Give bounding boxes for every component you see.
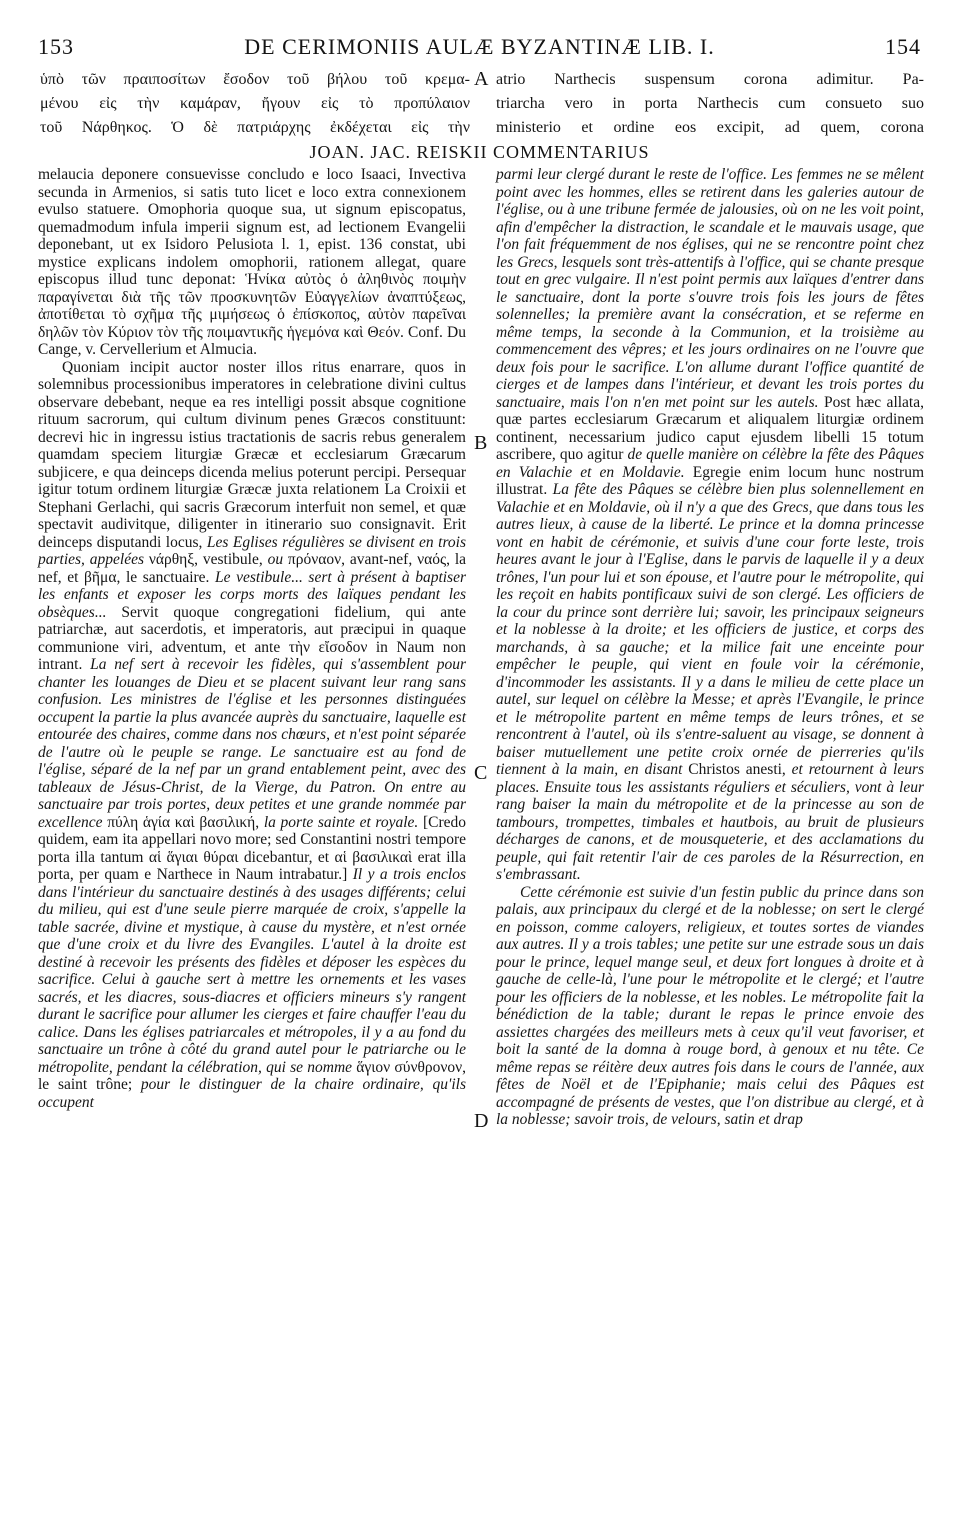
greek-run: ἅγιον σύνθρονον, — [356, 1058, 467, 1076]
latin-line: triarcha vero in porta Narthecis cum consueto suo — [496, 95, 924, 112]
greek-run: αἱ βασιλικαὶ — [334, 848, 413, 866]
text-run: le sanctuaire. — [125, 568, 210, 586]
paragraph — [38, 359, 466, 1112]
commentary-heading: JOAN. JAC. REISKII COMMENTARIUS — [309, 142, 650, 162]
text-run: Servit quoque congregationi fidelium, qui ante patriarchæ, aut sacerdotis, et imperatoris, aut præcipui in quaque communione viri, adventum, et ante — [38, 603, 467, 656]
text-run: in Naum non intrant. — [38, 638, 467, 673]
greek-line: μένου εἰς τὴν καμάραν, ἤγουν εἰς τὸ προπύλαιον — [40, 95, 470, 112]
latin-line: ministerio et ordine eos excipit, ad quem, corona — [496, 119, 924, 136]
greek-run: νάρθηξ, — [148, 551, 199, 568]
greek-run: τὴν εἴσοδον — [288, 638, 368, 656]
text-run: la nef, et — [38, 551, 467, 586]
running-title: DE CERIMONIIS AULÆ BYZANTINÆ LIB. I. — [244, 34, 715, 59]
section-letter-d: D — [474, 1110, 489, 1132]
paragraph — [496, 166, 924, 884]
greek-run: πύλη ἁγία καὶ βασιλική, — [107, 813, 260, 831]
text-run: melaucia deponere consuevisse concludo e loco Isaaci, Invectiva secunda in Armenios, si satis tuto licet e loco extra connexionem evulso statuere. Omophoria quoque sua, ut signum episcopatus, quemadmodum infula imperii signum est, ad lectionem Evangelii deponebant, ut ex Isidoro Pelusiota l. 1, epist. 136 constat, ubi mystice explicans indolem omophorii, rationem allegat, quare episcopus illud tunc deponat: Ἡνίκα αὐτὸς ὁ ἀληθινὸς ποιμὴν παραγίνεται διὰ τῆς τῶν προσκυνητῶν Εὐαγγελίων ἀναπτύξεως, ἀποτίθεται τὸ σχῆμα τῆς μιμήσεως ὁ ἐπίσκοπος, αὐτὸν παρεῖναι δηλῶν τὸν Κύριον τὸν τῆς ποιμαντικῆς ἡγεμόνα καὶ Θεόν. Conf. Du Cange, v. Cervellerium et Almucia. — [38, 166, 466, 358]
greek-line: ὑπὸ τῶν πραιποσίτων ἔσοδον τοῦ βήλου τοῦ κρεμα- — [40, 71, 470, 88]
text-run: vestibule, — [202, 551, 263, 568]
text-run-italic: pour le distinguer de la chaire ordinaire, qu'ils occupent — [38, 1076, 467, 1111]
running-header — [38, 34, 921, 60]
page-number-left: 153 — [38, 34, 74, 59]
text-run: Egregie enim locum hunc nostrum illustrat. — [496, 463, 924, 498]
text-run: dicebantur, et — [243, 848, 330, 866]
text-run: avant-nef, — [349, 551, 413, 568]
section-letter-c: C — [474, 762, 488, 784]
text-run: erat illa porta, per quam e Narthece in Naum intrabatur.] — [38, 848, 466, 883]
text-run: Quoniam incipit auctor noster illos ritus enarrare, quos in solemnibus processionibus imperatores in celebratione divini cultus observare debebant, neque ea res intelligi possit absque cognitione rituum sacrorum, qui cultum divinum penes Græcos constituunt: decrevi hic in ingressu istius tractationis de sacris rebus generalem quamdam speciem liturgiæ Græcæ et ecclesiarum Græcarum subjicere, e qua deinceps dicenda melius poterunt percipi. Persequar igitur totum ordinem liturgiæ Græcæ juxta relationem La Croixii et Stephani Gerlachi, qui sacris Græcorum interfuit non semel, et quæ spectavit audivitque, diligenter in itinerario suo consignavit. Erit deinceps disputandi locus, — [38, 358, 466, 551]
greek-run: ναός, — [417, 551, 450, 568]
left-column — [38, 166, 466, 1111]
text-run-italic: et retournent à leurs places. Ensuite tous les assistants réguliers et séculiers, vont à leur rang baiser la main du métropolite et de la princesse au son de tambours, trompettes, timbales et hautbois, au bruit de plusieurs décharges de canons, et de mousqueterie, et des acclamations du peuple, qui fait retentir l'air de ces paroles de la Résurrection, en s'embrassant. — [496, 761, 925, 883]
section-letter-a: A — [474, 68, 489, 90]
right-column — [496, 166, 924, 1129]
text-run: le saint trône; — [38, 1076, 133, 1093]
text-run-italic: La nef sert à recevoir les fidèles, qui s'assemblent pour chanter les louanges de Dieu et se placent suivant leur rang sans confusion. Les ministres de l'église et les personnes distinguées occupent la partie la plus avancée auprès du sanctuaire, laquelle est entourée des chaires, comme dans nos chœurs, et n'est point séparée de l'autre où le peuple se range. Le sanctuaire est au fond de l'église, séparé de la nef par un grand entablement peint, avec des tableaux de Jésus-Christ, de la Vierge, du Patron. On entre au sanctuaire par trois portes, deux petites et une grande nommée par excellence — [38, 656, 466, 831]
text-run: Post hæc allata, quæ partes ecclesiarum Græcarum et aliqualem liturgiæ ordinem continent, necessarium judico caput ejusdem libelli 15 totum ascribere, quo agitur — [496, 393, 924, 463]
section-letter-b: B — [474, 432, 488, 454]
text-run-italic: Cette cérémonie est suivie d'un festin public du prince dans son palais, aux principaux du clergé et de la noblesse; on sert le clergé en poisson, comme caloyers, religieux, et toutes sortes de viandes aux autres. Il y a trois tables; une petite sur une estrade sous un dais pour le prince, lequel mange seul, et deux fort longues à droite et à gauche de celle-là, l'une pour le métropolite et le clergé; et l'autre pour les officiers de la noblesse, et les nobles. Le métropolite fait la bénédiction de la table; durant le repas le prince envoie des assiettes chargées des meilleurs mets à ceux qu'il veut favoriser, et boit la santé de la domna à rouge bord, à genoux et nu tête. Ce même repas se réitère deux autres fois dans le cours de l'année, aux fêtes de Noël et de l'Epiphanie; mais celui des Pâques est accompagné de présents de vestes, que l'on distribue au clergé, et à la noblesse; savoir trois, de velours, satin et drap — [496, 883, 924, 1128]
greek-text-top — [40, 68, 470, 140]
text-run-italic: parmi leur clergé durant le reste de l'office. Les femmes ne se mêlent point avec les hommes, elles se retirent dans les galeries autour de l'église, ou à une tribune fermée de jalousies, où on ne les voit point, afin d'empêcher la distraction, le scandale et le mauvais usage, que l'on fait fréquemment de nos églises, qui ne se rencontre point chez les Grecs, lesquels sont très-attentifs à l'office, qui se chante presque tout en grec vulgaire. Il n'est point permis aux laïques d'entrer dans le sanctuaire, dont la porte s'ouvre trois fois les jours de fêtes solennelles; la première avant la consécration, et se referme en même temps, la seconde à la Communion, et la troisième au commencement des vêpres; et les jours ordinaires on ne l'ouvre que deux fois pour le sacrifice. L'on allume durant l'office quantité de cierges et de lampes dans l'intérieur, et devant les trois portes du sanctuaire, mais l'on n'en met point sur les autels. — [496, 166, 924, 411]
greek-run: αἱ ἅγιαι θύραι — [148, 848, 239, 866]
text-run-italic: de quelle manière on célèbre la fête des Pâques en Valachie et en Moldavie. — [496, 446, 924, 481]
text-run-italic: la porte sainte et royale. — [263, 813, 419, 831]
greek-run: πρόναον, — [287, 551, 345, 568]
greek-line: τοῦ Νάρθηκος. Ὁ δὲ πατριάρχης ἐκδέχεται εἰς τὴν — [40, 119, 470, 136]
latin-text-top — [496, 68, 924, 140]
latin-line: atrio Narthecis suspensum corona adimitur. Pa- — [496, 71, 924, 88]
page-number-right: 154 — [885, 34, 921, 59]
text-run-italic: Il y a trois enclos dans l'intérieur du sanctuaire destinés à des usages différents; celui du milieu, qui est d'une seule pierre marquée de croix, s'appelle la table sacrée, divine et mystique, à cause du mystère, et n'est ornée que d'une croix et du livre des Evangiles. L'autel à la droite est destiné à recevoir les présents des fidèles et déposer les espèces du sacrifice. Celui à gauche sert à mettre les ornements et les vases sacrés, et les diacres, sous-diacres et officiers mineurs s'y rangent durant le sacrifice pour allumer les cierges et faire chauffer l'eau du calice. Dans les églises patriarcales et métropoles, il y a au fond du sanctuaire un trône à côté du grand autel pour le patriarche ou le métropolite, pendant la célébration, qui se nomme — [38, 866, 467, 1076]
text-run: [Credo quidem, eam ita appellari novo more; sed Constantini nostri tempore porta illa tantum — [38, 813, 467, 866]
text-run-italic: Le vestibule... sert à présent à baptiser les enfants et exposer les corps morts des laïques pendant les obsèques... — [38, 568, 466, 621]
paragraph — [38, 166, 466, 359]
text-run: Christos anesti, — [688, 761, 786, 778]
text-run-italic: La fête des Pâques se célèbre bien plus solennellement en Valachie et en Moldavie, où il n'y a que des Grecs, que dans tous les autres lieux, à cause de la liberté. Le prince et la domna princesse vont en habit de cérémonie, et suivis d'une cour forte leste, trois heures avant le jour à l'Eglise, dans le parvis de laquelle il y a deux trônes, l'un pour lui et son épouse, et l'autre pour le métropolite, qui les reçoit en habits pontificaux suivi de son clergé. Les officiers de la cour du prince sont derrière lui; savoir, les principaux seigneurs et la noblesse à la droite; et les officiers de justice, et corps des marchands, à sa gauche; et la milice fait une enceinte pour empêcher le peuple, qui vient en foule voir la cérémonie, d'incommoder les assistants. Il y a dans le milieu de cette place un autel, sur lequel on célèbre la Messe; et après l'Evangile, le prince et le métropolite partent en même temps de leurs trônes, et se rencontrent à l'autel, où ils s'entre-saluent au visage, se donnent à baiser mutuellement une petite croix ornée de pierreries qu'ils tiennent à la main, en disant — [496, 481, 925, 778]
paragraph — [496, 884, 924, 1129]
text-run-italic: Les Eglises régulières se divisent en trois parties, appelées — [38, 533, 467, 568]
text-run-italic: ou — [267, 551, 284, 568]
greek-run: βῆμα, — [84, 568, 121, 586]
